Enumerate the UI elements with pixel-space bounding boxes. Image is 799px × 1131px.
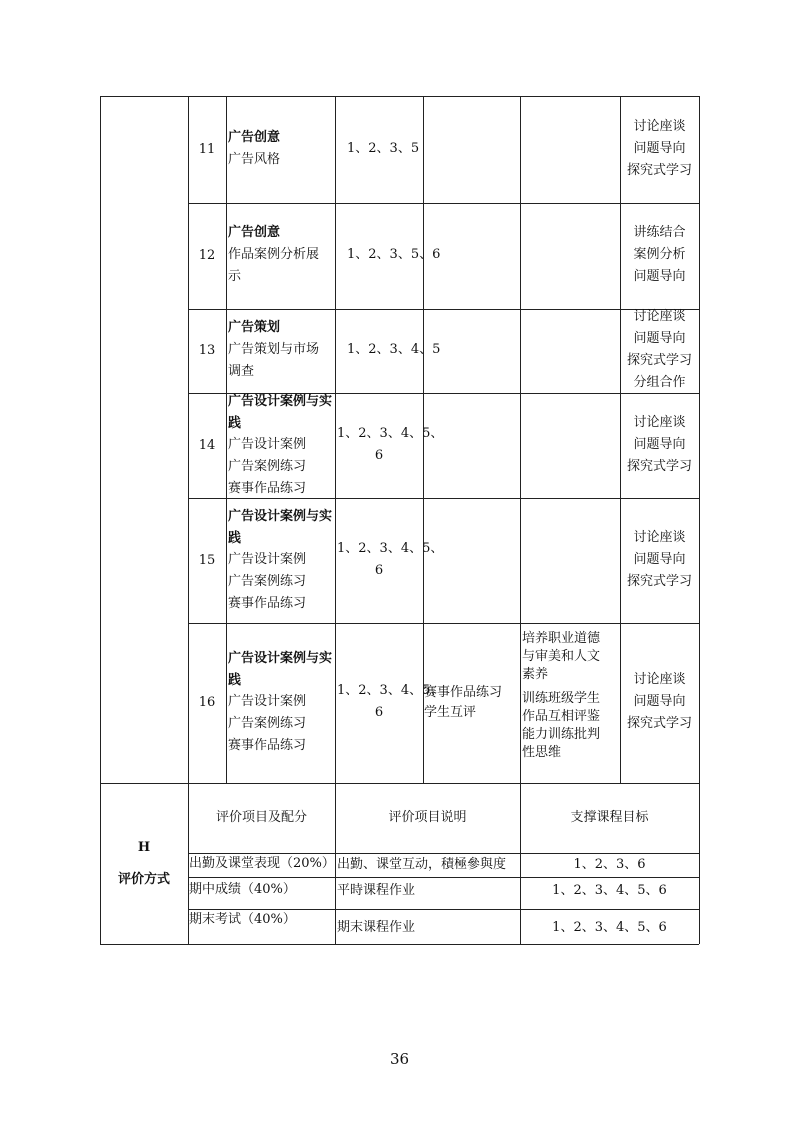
topic-content: 广告设计案例: [228, 436, 307, 452]
course-goal: 1、2、3、4、5、: [337, 683, 444, 698]
eval-row-separator: [188, 877, 699, 878]
row-number: 15: [198, 552, 216, 568]
course-goal: 1、2、3、4、5、: [337, 540, 444, 556]
topic-title: 广告创意: [228, 129, 281, 145]
topic-content: 赛事作品练习: [228, 595, 307, 611]
row-number: 11: [198, 141, 216, 157]
teaching-method: 探究式学习: [626, 458, 692, 474]
column-separator: [335, 96, 336, 783]
teaching-method: 探究式学习: [626, 353, 692, 368]
eval-header-item: 评价项目及配分: [215, 810, 307, 825]
teaching-method: 讨论座谈: [633, 414, 686, 430]
eval-goals: 1、2、3、4、5、6: [552, 920, 667, 935]
topic-title: 广告设计案例与实践: [228, 393, 333, 431]
topic-content: 作品案例分析展: [228, 247, 320, 262]
teaching-method: 讨论座谈: [633, 529, 686, 545]
topic-content: 广告案例练习: [228, 573, 307, 589]
topic-title: 广告创意: [228, 225, 281, 240]
section-letter: H: [137, 840, 151, 855]
row-number: 16: [198, 695, 216, 710]
column-separator: [226, 96, 227, 783]
eval-desc: 期末课程作业: [337, 920, 416, 935]
course-goal: 1、2、3、5: [347, 140, 420, 156]
topic-content: 赛事作品练习: [228, 738, 307, 753]
topic-content: 广告策划与市场: [228, 342, 320, 357]
eval-goals: 1、2、3、4、5、6: [552, 883, 667, 898]
course-goal: 6: [374, 705, 384, 720]
ideology-text: 性思维: [522, 745, 562, 760]
topic-content: 广告案例练习: [228, 458, 307, 474]
teaching-method: 问题导向: [633, 331, 686, 346]
eval-item: 期中成绩（40%）: [189, 882, 296, 897]
eval-header-goals: 支撑课程目标: [570, 810, 649, 825]
teaching-method: 讨论座谈: [633, 672, 686, 687]
topic-title: 广告策划: [228, 320, 281, 335]
ideology-text: 素养: [522, 667, 549, 682]
task-text: 学生互评: [424, 705, 477, 720]
eval-desc: 出勤、课堂互动，積極參與度: [337, 857, 507, 872]
topic-content: 赛事作品练习: [228, 480, 307, 496]
teaching-method: 分组合作: [633, 375, 686, 390]
course-goal: 1、2、3、5、6: [347, 247, 441, 262]
teaching-method: 讨论座谈: [633, 118, 686, 134]
ideology-text: 与审美和人文: [522, 649, 601, 664]
eval-item: 期末考试（40%）: [189, 912, 296, 927]
teaching-method: 讲练结合: [633, 225, 686, 240]
course-goal: 1、2、3、4、5、: [337, 425, 444, 441]
topic-title: 广告设计案例与实践: [228, 508, 333, 546]
table-top-border: [100, 96, 699, 97]
teaching-method: 问题导向: [633, 436, 686, 452]
row-number: 13: [198, 343, 216, 358]
teaching-method: 问题导向: [633, 694, 686, 709]
topic-content: 广告设计案例: [228, 551, 307, 567]
row-number: 12: [198, 248, 216, 263]
ideology-text: 培养职业道德: [522, 631, 601, 646]
ideology-text: 训练班级学生: [522, 691, 601, 706]
teaching-method: 问题导向: [633, 269, 686, 284]
teaching-method: 问题导向: [633, 551, 686, 567]
teaching-method: 探究式学习: [626, 573, 692, 589]
table-right-border: [699, 96, 700, 944]
task-text: 赛事作品练习: [424, 685, 503, 700]
teaching-method: 探究式学习: [626, 716, 692, 731]
section-name: 评价方式: [117, 872, 170, 887]
topic-title: 广告设计案例与实践: [228, 651, 333, 688]
page-number: 36: [389, 1050, 410, 1068]
column-separator: [520, 96, 521, 783]
topic-content: 广告风格: [228, 151, 281, 167]
teaching-method: 案例分析: [633, 247, 686, 262]
row-separator: [188, 623, 699, 624]
section-separator: [100, 783, 699, 784]
course-goal: 6: [374, 447, 384, 463]
ideology-text: 作品互相评鉴: [522, 709, 601, 724]
table-left-border: [100, 96, 101, 944]
row-separator: [188, 203, 699, 204]
eval-header-desc: 评价项目说明: [388, 810, 467, 825]
teaching-method: 讨论座谈: [633, 309, 686, 324]
teaching-method: 探究式学习: [626, 162, 692, 178]
eval-desc: 平時课程作业: [337, 883, 416, 898]
teaching-method: 问题导向: [633, 140, 686, 156]
topic-content: 广告设计案例: [228, 694, 307, 709]
course-goal: 1、2、3、4、5: [347, 342, 441, 357]
course-goal: 6: [374, 562, 384, 578]
topic-content: 调查: [228, 364, 255, 379]
eval-goals: 1、2、3、6: [573, 857, 646, 872]
eval-item: 出勤及课堂表现（20%）: [189, 856, 335, 871]
row-number: 14: [198, 437, 216, 453]
topic-content: 广告案例练习: [228, 716, 307, 731]
table-bottom-border: [100, 944, 699, 945]
topic-content: 示: [228, 269, 242, 284]
ideology-text: 能力训练批判: [522, 727, 601, 742]
